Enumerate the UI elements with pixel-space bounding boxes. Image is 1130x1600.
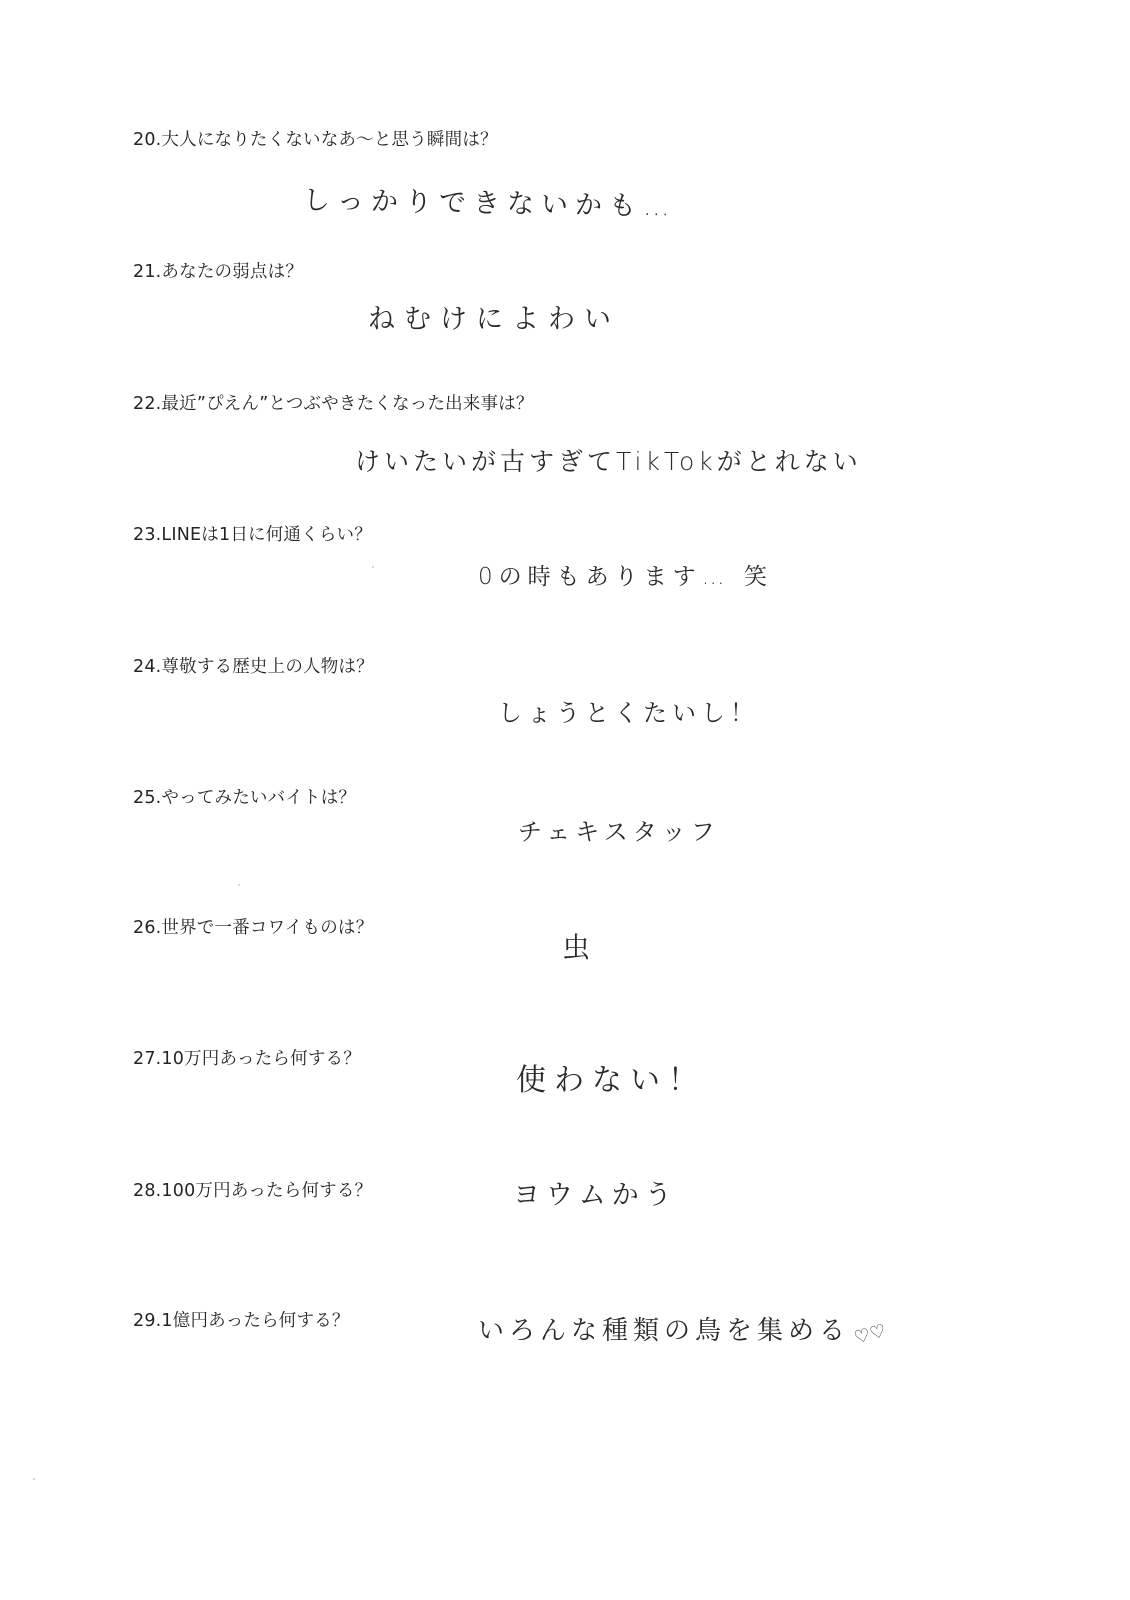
qa-item-22 — [0, 394, 1130, 476]
scan-speck — [33, 1478, 35, 1480]
scan-speck — [372, 566, 374, 568]
answer-20: しっかりできないかも… — [302, 185, 678, 223]
qa-item-24 — [0, 657, 1130, 727]
question-20: 20.大人になりたくないなあ〜と思う瞬間は？ — [133, 130, 498, 150]
scan-speck — [238, 884, 240, 886]
question-22: 22.最近”ぴえん”とつぶやきたくなった出来事は？ — [133, 394, 534, 414]
question-28: 28.100万円あったら何する？ — [133, 1181, 373, 1201]
answer-23: 0の時もあります… 笑 — [478, 564, 773, 590]
qa-item-28 — [0, 1180, 1130, 1211]
answer-27: 使わない！ — [516, 1063, 706, 1098]
qa-item-26 — [0, 918, 1130, 964]
question-21: 21.あなたの弱点は？ — [133, 262, 304, 282]
answer-21: ねむけによわい — [368, 304, 620, 335]
question-26: 26.世界で一番コワイものは？ — [133, 918, 374, 938]
answer-25: チェキスタッフ — [518, 818, 720, 846]
answer-28: ヨウムかう — [513, 1180, 678, 1211]
qa-item-27 — [0, 1049, 1130, 1098]
question-25: 25.やってみたいバイトは？ — [133, 788, 357, 808]
qa-item-25 — [0, 788, 1130, 846]
qa-item-21 — [0, 262, 1130, 335]
answer-29: いろんな種類の鳥を集める — [478, 1316, 851, 1346]
qa-item-23 — [0, 525, 1130, 590]
answer-29-wrap — [478, 1315, 889, 1349]
answer-26: 虫 — [562, 931, 598, 964]
answer-22: けいたいが古すぎてTikTokがとれない — [355, 447, 862, 476]
answer-24: しょうとくたいし！ — [498, 699, 759, 727]
question-24: 24.尊敬する歴史上の人物は？ — [133, 657, 374, 677]
question-23: 23.LINEは1日に何通くらい？ — [133, 525, 372, 545]
question-27: 27.10万円あったら何する？ — [133, 1049, 361, 1069]
qa-item-20 — [0, 130, 1130, 223]
question-29: 29.1億円あったら何する？ — [133, 1311, 350, 1331]
qa-item-29 — [0, 1311, 1130, 1349]
heart-doodle-icon: ♡♡ — [851, 1320, 889, 1349]
